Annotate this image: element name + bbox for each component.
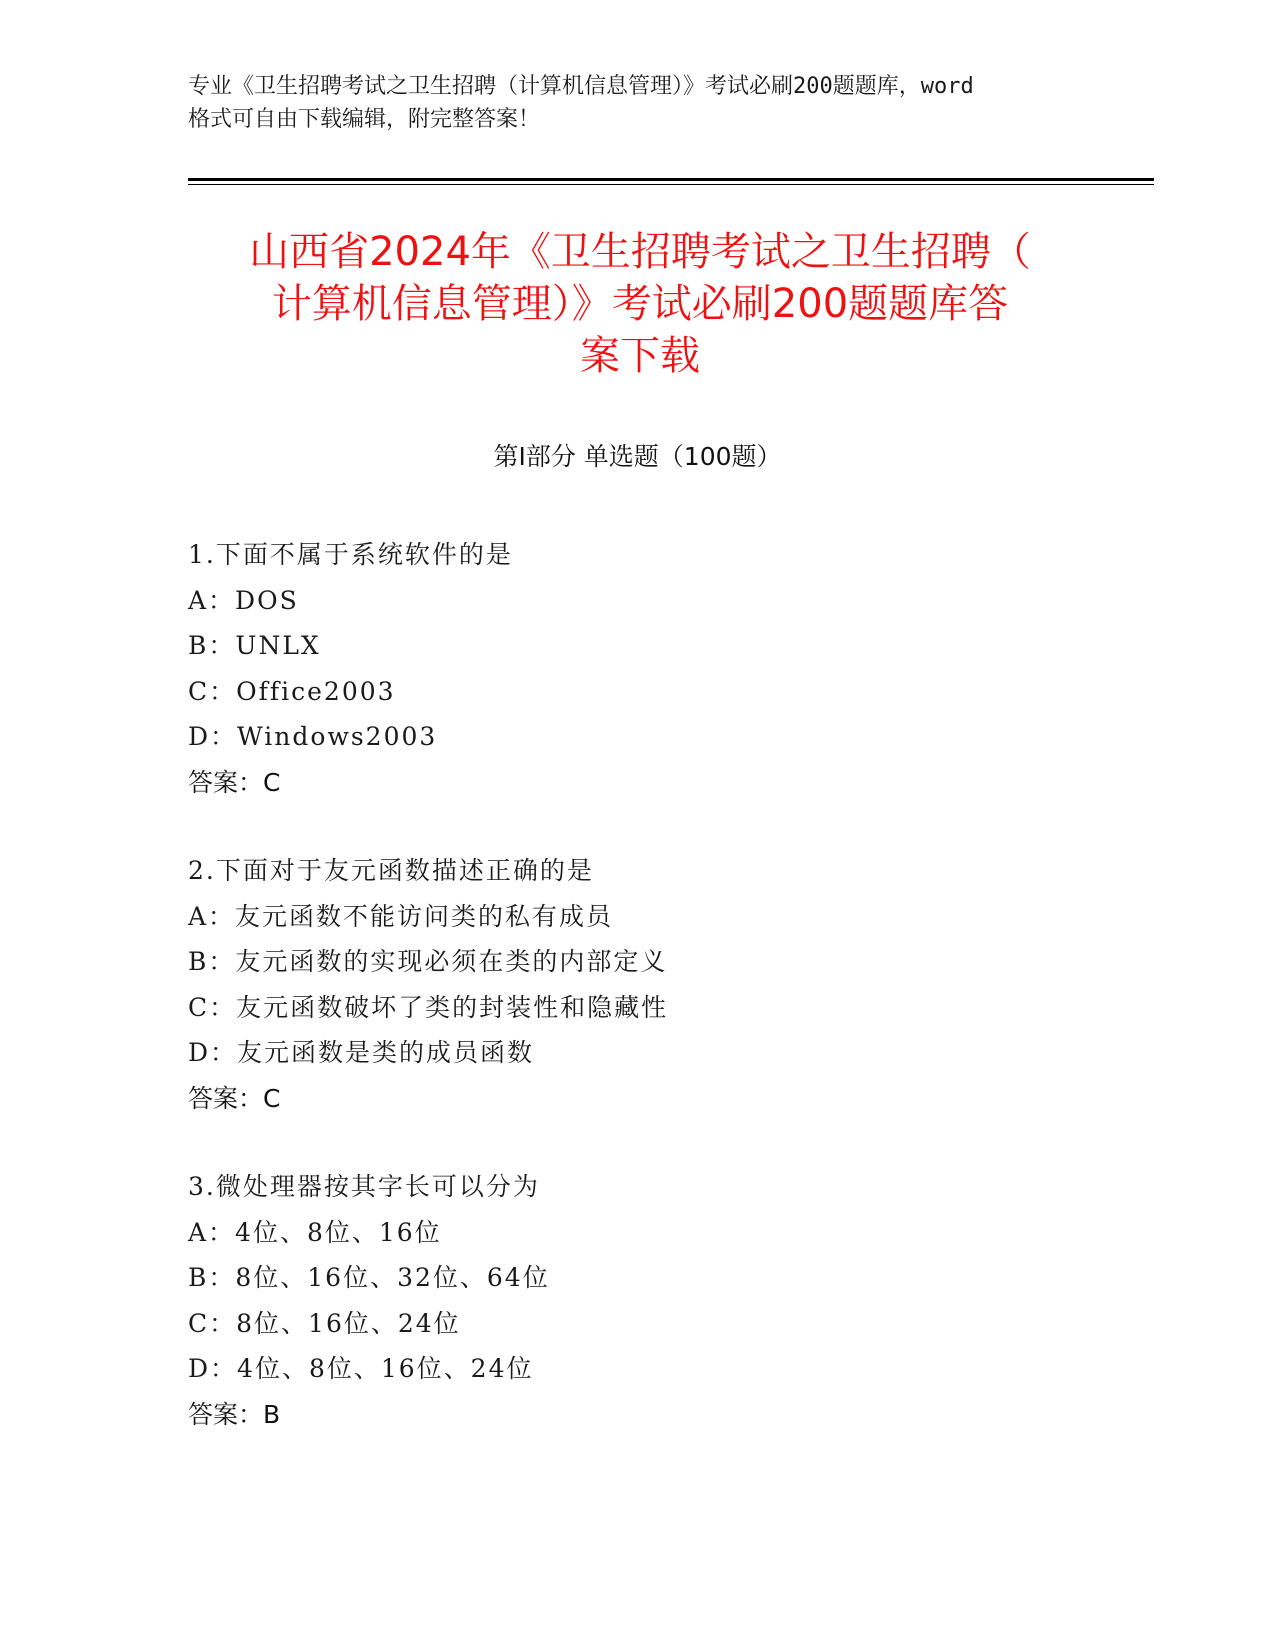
question-3 bbox=[188, 1164, 1088, 1437]
section-title: 第Ⅰ部分 单选题（100题） bbox=[493, 442, 782, 471]
header-note bbox=[188, 70, 1088, 136]
question-2 bbox=[188, 848, 1088, 1121]
option-a: A：4位、8位、16位 bbox=[188, 1217, 442, 1247]
question-list bbox=[188, 532, 1088, 1480]
option-d: D：友元函数是类的成员函数 bbox=[188, 1038, 535, 1067]
question-stem: 2.下面对于友元函数描述正确的是 bbox=[188, 856, 594, 885]
option-d: D：4位、8位、16位、24位 bbox=[188, 1354, 534, 1383]
question-stem: 1.下面不属于系统软件的是 bbox=[188, 540, 513, 569]
question-1 bbox=[188, 532, 1088, 805]
option-c: C：Office2003 bbox=[188, 676, 396, 706]
header-note-line-1: 专业《卫生招聘考试之卫生招聘（计算机信息管理）》考试必刷200题题库，word bbox=[188, 74, 974, 99]
option-c: C：友元函数破坏了类的封装性和隐藏性 bbox=[188, 992, 669, 1022]
title-line-1: 山西省2024年《卫生招聘考试之卫生招聘（ bbox=[249, 229, 1031, 275]
option-b: B：UNLX bbox=[188, 631, 321, 660]
option-b: B：8位、16位、32位、64位 bbox=[188, 1263, 550, 1292]
answer: 答案：C bbox=[188, 767, 281, 797]
document-title bbox=[180, 226, 1100, 382]
answer: 答案：B bbox=[188, 1399, 281, 1429]
option-a: A：DOS bbox=[188, 585, 299, 615]
answer: 答案：C bbox=[188, 1083, 281, 1113]
option-a: A：友元函数不能访问类的私有成员 bbox=[188, 901, 614, 931]
title-line-2: 计算机信息管理）》考试必刷200题题库答 bbox=[271, 281, 1009, 327]
header-note-line-2: 格式可自由下载编辑，附完整答案！ bbox=[188, 107, 541, 132]
option-d: D：Windows2003 bbox=[188, 722, 438, 751]
header-divider-thick bbox=[188, 178, 1154, 181]
title-line-3: 案下载 bbox=[580, 333, 700, 379]
option-c: C：8位、16位、24位 bbox=[188, 1308, 461, 1338]
header-divider-thin bbox=[188, 184, 1154, 185]
question-stem: 3.微处理器按其字长可以分为 bbox=[188, 1172, 540, 1201]
option-b: B：友元函数的实现必须在类的内部定义 bbox=[188, 947, 668, 976]
